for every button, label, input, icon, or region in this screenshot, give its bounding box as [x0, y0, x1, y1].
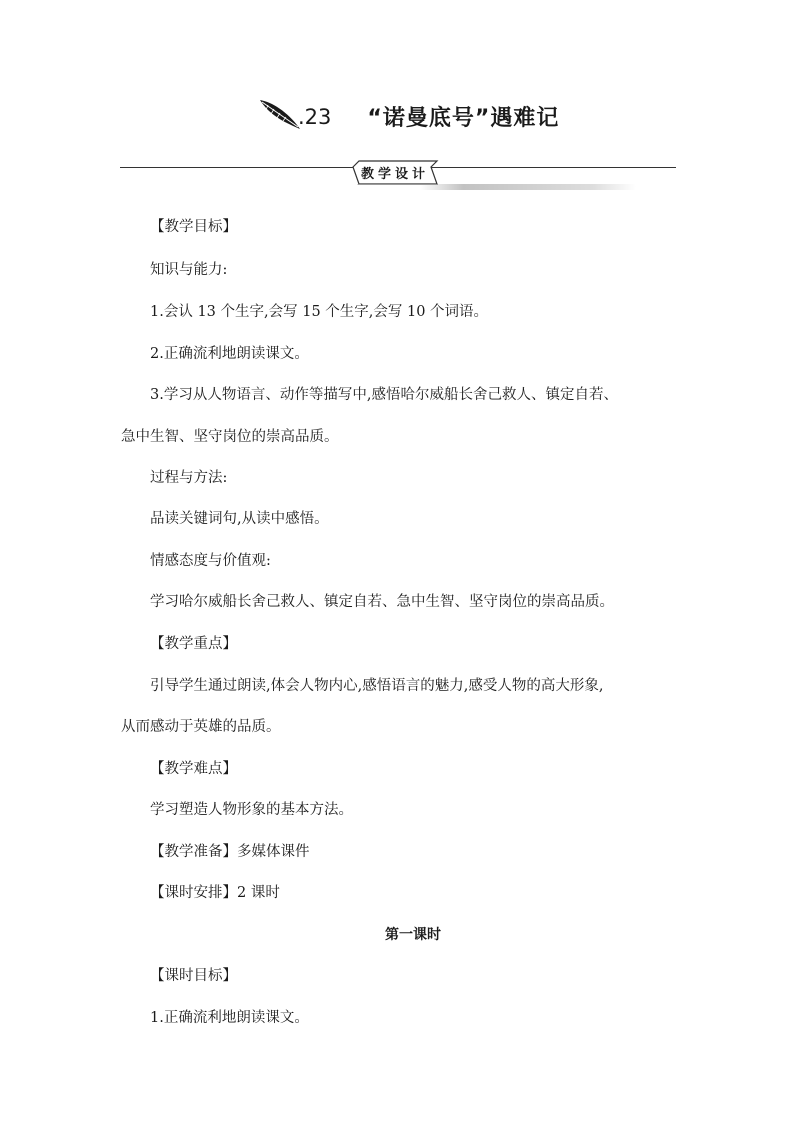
process-text: 品读关键词句,从读中感悟。 — [150, 511, 329, 527]
preparation-row — [150, 842, 310, 862]
difficulty-text: 学习塑造人物形象的基本方法。 — [150, 802, 353, 818]
emotion-text: 学习哈尔威船长舍己救人、镇定自若、急中生智、坚守岗位的崇高品质。 — [150, 594, 614, 610]
page-title: “诺曼底号”遇难记 — [367, 105, 560, 131]
goal-item: 3.学习从人物语言、动作等描写中,感悟哈尔威船长舍己救人、镇定自若、 — [150, 387, 618, 403]
process-heading: 过程与方法: — [150, 470, 228, 486]
difficulty-heading: 【教学难点】 — [150, 761, 237, 777]
goal-item: 2.正确流利地朗读课文。 — [150, 346, 309, 362]
key-points-text: 引导学生通过朗读,体会人物内心,感悟语言的魅力,感受人物的高大形象, — [150, 678, 604, 694]
first-lesson-heading: 第一课时 — [385, 927, 441, 943]
goal-item: 1.会认 13 个生字,会写 15 个生字,会写 10 个词语。 — [150, 304, 489, 320]
teaching-goals-heading: 【教学目标】 — [150, 219, 237, 235]
knowledge-heading: 知识与能力: — [150, 262, 228, 278]
banner-label: 教学设计 — [360, 167, 429, 182]
schedule-row — [150, 883, 280, 903]
lesson-number: .23 — [298, 105, 332, 129]
feather-icon — [258, 96, 302, 132]
schedule-heading: 【课时安排】 — [150, 885, 237, 901]
lesson-goals-heading: 【课时目标】 — [150, 968, 237, 984]
banner-tab — [347, 160, 443, 185]
section-banner — [120, 158, 676, 194]
preparation-heading: 【教学准备】 — [150, 844, 237, 860]
key-points-continuation: 从而感动于英雄的品质。 — [121, 719, 281, 735]
banner-shadow — [420, 184, 636, 190]
key-points-heading: 【教学重点】 — [150, 636, 237, 652]
title-row — [258, 92, 559, 136]
schedule-text: 2 课时 — [237, 885, 280, 901]
goal-item-continuation: 急中生智、坚守岗位的崇高品质。 — [121, 429, 339, 445]
emotion-heading: 情感态度与价值观: — [150, 553, 271, 569]
preparation-text: 多媒体课件 — [237, 844, 310, 860]
lesson-goal-item: 1.正确流利地朗读课文。 — [150, 1010, 309, 1026]
